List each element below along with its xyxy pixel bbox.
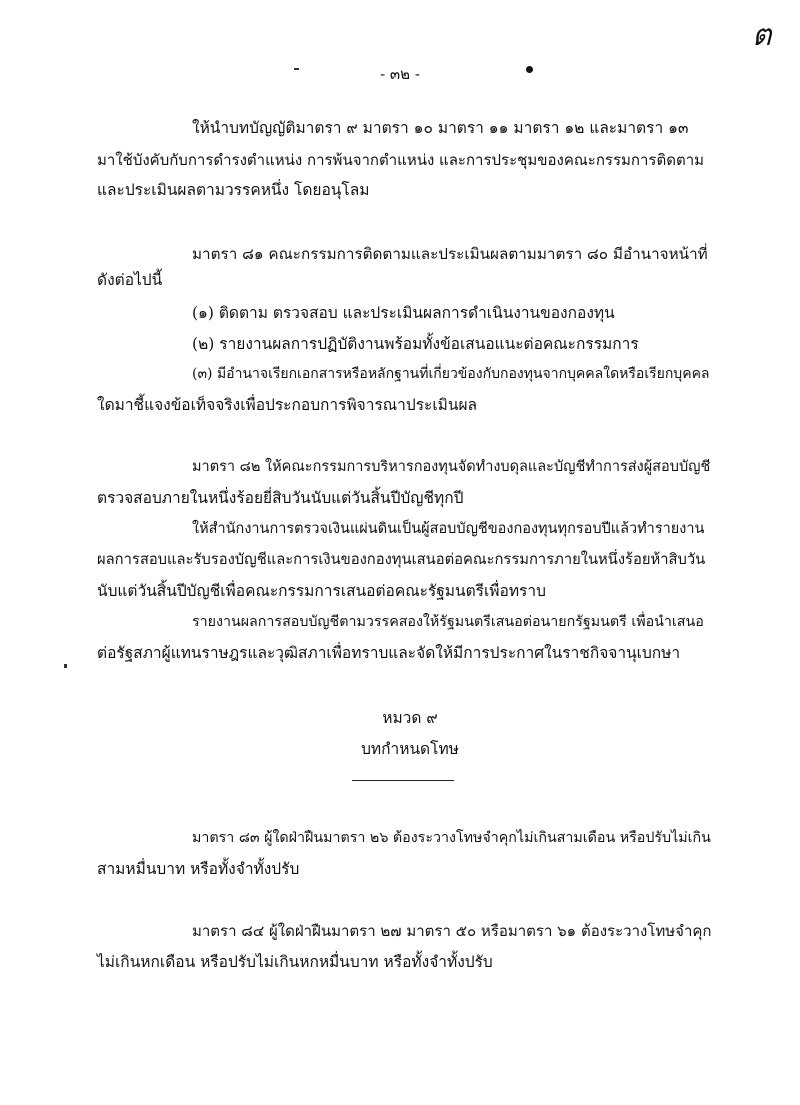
text-line: ดังต่อไปนี้: [97, 271, 163, 289]
text-line: มาใช้บังคับกับการดำรงตำแหน่ง การพ้นจากตำแหน่ง และการประชุมของคณะกรรมการติดตาม: [97, 151, 705, 169]
handwritten-page-mark: ต: [752, 18, 772, 53]
text-line: รายงานผลการสอบบัญชีตามวรรคสองให้รัฐมนตรีเสนอต่อนายกรัฐมนตรี เพื่อนำเสนอ: [192, 614, 704, 630]
text-line: และประเมินผลตามวรรคหนึ่ง โดยอนุโลม: [97, 181, 370, 199]
scan-speck: [64, 664, 67, 668]
text-line: ให้นำบทบัญญัติมาตรา ๙ มาตรา ๑๐ มาตรา ๑๑ มาตรา ๑๒ และมาตรา ๑๓: [192, 119, 689, 137]
section-83-line: มาตรา ๘๓ ผู้ใดฝ่าฝืนมาตรา ๒๖ ต้องระวางโทษจำคุกไม่เกินสามเดือน หรือปรับไม่เกิน: [192, 830, 711, 846]
chapter-title: บทกำหนดโทษ: [361, 740, 459, 758]
list-item-3: (๓) มีอำนาจเรียกเอกสารหรือหลักฐานที่เกี่ยวข้องกับกองทุนจากบุคคลใดหรือเรียกบุคคล: [192, 366, 710, 382]
text-line: ให้สำนักงานการตรวจเงินแผ่นดินเป็นผู้สอบบัญชีของกองทุนทุกรอบปีแล้วทำรายงาน: [192, 521, 705, 537]
text-line: ไม่เกินหกเดือน หรือปรับไม่เกินหกหมื่นบาท หรือทั้งจำทั้งปรับ: [97, 953, 493, 971]
section-81-line: มาตรา ๘๑ คณะกรรมการติดตามและประเมินผลตามมาตรา ๘๐ มีอำนาจหน้าที่: [192, 245, 708, 263]
text-line: ต่อรัฐสภาผู้แทนราษฎรและวุฒิสภาเพื่อทราบและจัดให้มีการประกาศในราชกิจจานุเบกษา: [97, 644, 681, 662]
page-number: - ๓๒ -: [380, 65, 420, 83]
text-line: ผลการสอบและรับรองบัญชีและการเงินของกองทุนเสนอต่อคณะกรรมการภายในหนึ่งร้อยห้าสิบวัน: [97, 551, 706, 568]
chapter-number: หมวด ๙: [382, 709, 438, 727]
section-84-line: มาตรา ๘๔ ผู้ใดฝ่าฝืนมาตรา ๒๗ มาตรา ๕๐ หรือมาตรา ๖๑ ต้องระวางโทษจำคุก: [192, 922, 712, 940]
text-line: สามหมื่นบาท หรือทั้งจำทั้งปรับ: [97, 860, 300, 878]
text-line: ใดมาชี้แจงข้อเท็จจริงเพื่อประกอบการพิจารณาประเมินผล: [97, 396, 478, 414]
scan-speck: [526, 66, 533, 73]
scan-speck: [294, 68, 299, 70]
text-line: นับแต่วันสิ้นปีบัญชีเพื่อคณะกรรมการเสนอต่อคณะรัฐมนตรีเพื่อทราบ: [97, 582, 546, 600]
list-item-2: (๒) รายงานผลการปฏิบัติงานพร้อมทั้งข้อเสนอแนะต่อคณะกรรมการ: [192, 335, 639, 353]
chapter-divider: [352, 780, 454, 781]
list-item-1: (๑) ติดตาม ตรวจสอบ และประเมินผลการดำเนินงานของกองทุน: [192, 304, 615, 322]
section-82-line: มาตรา ๘๒ ให้คณะกรรมการบริหารกองทุนจัดทำงบดุลและบัญชีทำการส่งผู้สอบบัญชี: [192, 459, 711, 475]
text-line: ตรวจสอบภายในหนึ่งร้อยยี่สิบวันนับแต่วันสิ้นปีบัญชีทุกปี: [97, 489, 464, 507]
